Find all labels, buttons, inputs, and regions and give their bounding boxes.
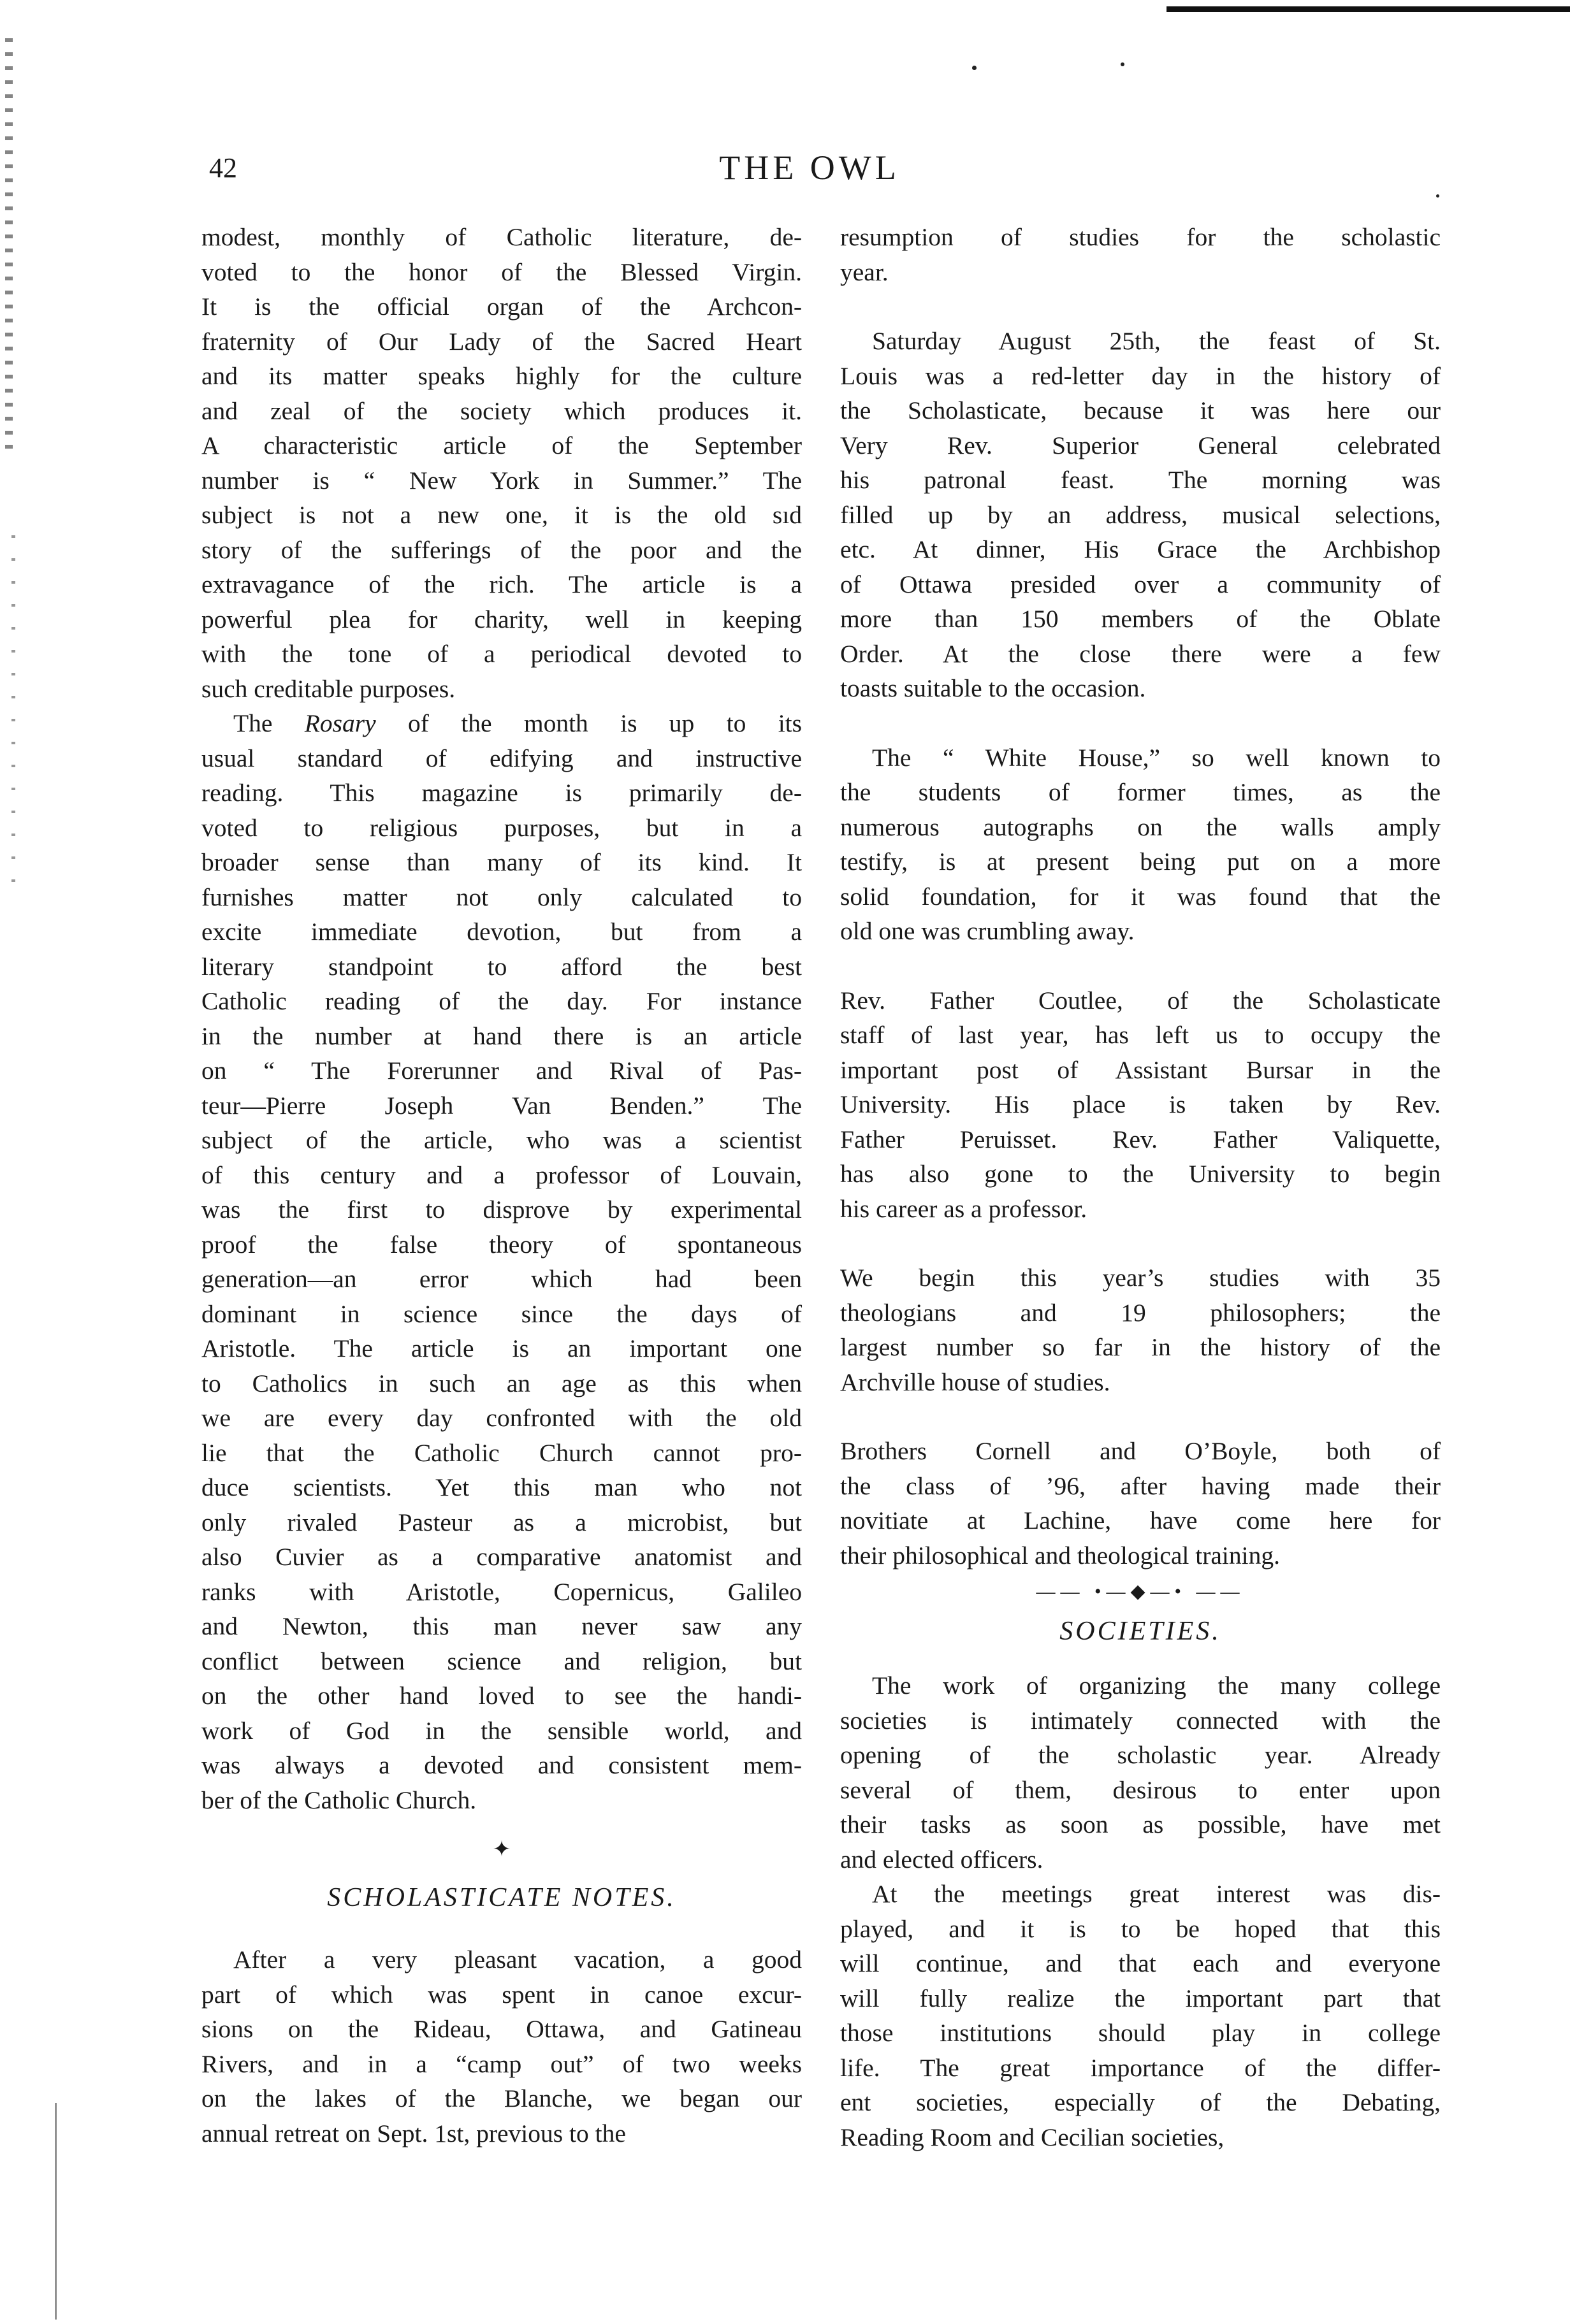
text-line: was always a devoted and consistent mem- <box>201 1751 802 1779</box>
paragraph <box>840 1434 1441 1573</box>
text-line: their philosophical and theological training. <box>840 1541 1280 1570</box>
text-line: The work of organizing the many college <box>872 1671 1441 1700</box>
speck <box>1121 62 1124 66</box>
text-line: ber of the Catholic Church. <box>201 1786 477 1814</box>
text-line: Father Peruisset. Rev. Father Valiquette, <box>840 1125 1441 1153</box>
text-line: teur—Pierre Joseph Van Benden.” The <box>201 1091 802 1120</box>
text-line: novitiate at Lachine, have come here for <box>840 1506 1441 1534</box>
text-line: in the number at hand there is an article <box>201 1021 802 1050</box>
text-line: on the lakes of the Blanche, we began our <box>201 2084 802 2112</box>
text-line: and its matter speaks highly for the culture <box>201 362 802 390</box>
text-line: on “ The Forerunner and Rival of Pas- <box>201 1057 802 1085</box>
right-column <box>840 220 1441 2154</box>
text-line: their tasks as soon as possible, have met <box>840 1810 1441 1838</box>
text-line: filled up by an address, musical selections, <box>840 500 1441 529</box>
text-line: played, and it is to be hoped that this <box>840 1914 1441 1943</box>
text-line: year. <box>840 257 889 286</box>
text-line: will fully realize the important part that <box>840 1984 1441 2012</box>
top-rule <box>1167 6 1570 12</box>
text-line: we are every day confronted with the old <box>201 1404 802 1432</box>
text-line: etc. At dinner, His Grace the Archbishop <box>840 535 1441 563</box>
text-line: the students of former times, as the <box>840 778 1441 806</box>
speck <box>972 66 977 70</box>
paragraph <box>840 1260 1441 1399</box>
text-line: Brothers Cornell and O’Boyle, both of <box>840 1437 1441 1465</box>
paragraph <box>201 220 802 706</box>
text-line: The “ White House,” so well known to <box>872 743 1441 772</box>
text-line: to Catholics in such an age as this when <box>201 1369 802 1397</box>
text-line: dominant in science since the days of <box>201 1299 802 1328</box>
section-heading: SOCIETIES. <box>1059 1617 1221 1646</box>
text-line: his patronal feast. The morning was <box>840 466 1441 494</box>
text-line: Louis was a red-letter day in the history of <box>840 361 1441 390</box>
paragraph <box>201 1942 802 2151</box>
text-line: resumption of studies for the scholastic <box>840 223 1441 251</box>
text-line: broader sense than many of its kind. It <box>201 848 802 876</box>
text-line: and zeal of the society which produces it. <box>201 396 802 425</box>
text-line: Catholic reading of the day. For instance <box>201 987 802 1015</box>
ornament-divider: —— •—◆—• —— <box>1036 1581 1245 1602</box>
paragraph <box>840 324 1441 706</box>
left-column <box>201 220 802 2151</box>
text-line: modest, monthly of Catholic literature, de- <box>201 223 802 251</box>
scan-edge-marks-lower <box>11 535 15 892</box>
scan-edge-line <box>55 2103 57 2320</box>
text-line: life. The great importance of the differ- <box>840 2053 1441 2082</box>
text-line: the Scholasticate, because it was here our <box>840 396 1441 424</box>
paragraph <box>840 983 1441 1227</box>
text-line: proof the false theory of spontaneous <box>201 1230 802 1259</box>
text-line: more than 150 members of the Oblate <box>840 605 1441 633</box>
text-line: old one was crumbling away. <box>840 917 1135 945</box>
text-line: excite immediate devotion, but from a <box>201 918 802 946</box>
text-line: extravagance of the rich. The article is a <box>201 570 802 598</box>
text-line: voted to religious purposes, but in a <box>201 813 802 842</box>
text-line: ranks with Aristotle, Copernicus, Galileo <box>201 1577 802 1606</box>
text-line: Rev. Father Coutlee, of the Scholasticate <box>840 986 1441 1014</box>
text-line: was the first to disprove by experimental <box>201 1195 802 1223</box>
speck <box>1436 194 1439 198</box>
paragraph <box>840 1877 1441 2154</box>
text-fragment: The <box>233 709 273 737</box>
text-line: It is the official organ of the Archcon- <box>201 292 802 321</box>
text-line: his career as a professor. <box>840 1194 1087 1223</box>
text-line: opening of the scholastic year. Already <box>840 1741 1441 1769</box>
text-line: voted to the honor of the Blessed Virgin. <box>201 257 802 286</box>
text-line: sions on the Rideau, Ottawa, and Gatineau <box>201 2015 802 2043</box>
text-line: furnishes matter not only calculated to <box>201 883 802 911</box>
text-line: theologians and 19 philosophers; the <box>840 1298 1441 1327</box>
scan-edge-marks <box>5 38 13 459</box>
text-line: part of which was spent in canoe excur- <box>201 1980 802 2009</box>
text-line: the class of ’96, after having made their <box>840 1471 1441 1500</box>
text-fragment: of the month is up to its <box>408 709 803 737</box>
text-line: work of God in the sensible world, and <box>201 1716 802 1745</box>
text-line: only rivaled Pasteur as a microbist, but <box>201 1508 802 1536</box>
text-line: largest number so far in the history of the <box>840 1333 1441 1361</box>
paragraph <box>840 220 1441 289</box>
text-line: with the tone of a periodical devoted to <box>201 640 802 668</box>
text-line: and elected officers. <box>840 1845 1043 1873</box>
text-line: subject of the article, who was a scientist <box>201 1126 802 1154</box>
running-head: THE OWL <box>719 148 900 187</box>
text-line: usual standard of edifying and instructive <box>201 744 802 772</box>
text-line: and Newton, this man never saw any <box>201 1612 802 1640</box>
text-line: We begin this year’s studies with 35 <box>840 1264 1441 1292</box>
ornament: ✦ <box>492 1838 511 1861</box>
text-line: also Cuvier as a comparative anatomist and <box>201 1543 802 1571</box>
text-line: numerous autographs on the walls amply <box>840 812 1441 841</box>
text-line: reading. This magazine is primarily de- <box>201 779 802 807</box>
text-line: those institutions should play in college <box>840 2019 1441 2047</box>
text-line: conflict between science and religion, but <box>201 1647 802 1675</box>
text-line: Order. At the close there were a few <box>840 639 1441 668</box>
section-heading: SCHOLASTICATE NOTES. <box>327 1883 676 1912</box>
text-line: Very Rev. Superior General celebrated <box>840 431 1441 459</box>
text-line: Rivers, and in a “camp out” of two weeks <box>201 2049 802 2078</box>
text-line: Aristotle. The article is an important one <box>201 1334 802 1362</box>
text-line: fraternity of Our Lady of the Sacred Heart <box>201 327 802 356</box>
text-line: such creditable purposes. <box>201 674 456 703</box>
text-line: lie that the Catholic Church cannot pro- <box>201 1438 802 1467</box>
text-line: testify, is at present being put on a more <box>840 848 1441 876</box>
text-line: societies is intimately connected with the <box>840 1706 1441 1735</box>
text-line: duce scientists. Yet this man who not <box>201 1473 802 1501</box>
text-line: toasts suitable to the occasion. <box>840 674 1146 702</box>
periodical-title: Rosary <box>304 709 376 737</box>
text-line: Saturday August 25th, the feast of St. <box>872 327 1441 355</box>
text-line: of this century and a professor of Louvain, <box>201 1160 802 1189</box>
paragraph <box>840 740 1441 949</box>
text-line: literary standpoint to afford the best <box>201 952 802 981</box>
text-line: University. His place is taken by Rev. <box>840 1090 1441 1118</box>
text-line: powerful plea for charity, well in keeping <box>201 605 802 633</box>
text-line: has also gone to the University to begin <box>840 1160 1441 1188</box>
text-line: staff of last year, has left us to occupy the <box>840 1021 1441 1049</box>
text-line: on the other hand loved to see the handi- <box>201 1682 802 1710</box>
text-line: solid foundation, for it was found that the <box>840 882 1441 911</box>
text-line: of Ottawa presided over a community of <box>840 570 1441 598</box>
text-line: subject is not a new one, it is the old sıd <box>201 501 802 529</box>
text-line: A characteristic article of the September <box>201 431 802 459</box>
text-line: story of the sufferings of the poor and the <box>201 535 802 564</box>
paragraph <box>840 1668 1441 1877</box>
text-line: At the meetings great interest was dis- <box>872 1880 1441 1908</box>
text-line: generation—an error which had been <box>201 1265 802 1293</box>
text-line: Archville house of studies. <box>840 1368 1110 1396</box>
text-line: important post of Assistant Bursar in the <box>840 1055 1441 1084</box>
paragraph <box>201 706 802 1817</box>
text-line: Reading Room and Cecilian societies, <box>840 2123 1225 2151</box>
text-line <box>201 706 802 741</box>
text-line: several of them, desirous to enter upon <box>840 1775 1441 1804</box>
text-line: will continue, and that each and everyone <box>840 1949 1441 1977</box>
text-line: annual retreat on Sept. 1st, previous to the <box>201 2119 626 2147</box>
text-line: After a very pleasant vacation, a good <box>233 1945 802 1974</box>
text-line: number is “ New York in Summer.” The <box>201 466 802 494</box>
page-number: 42 <box>209 152 237 184</box>
text-line: ent societies, especially of the Debating, <box>840 2088 1441 2116</box>
